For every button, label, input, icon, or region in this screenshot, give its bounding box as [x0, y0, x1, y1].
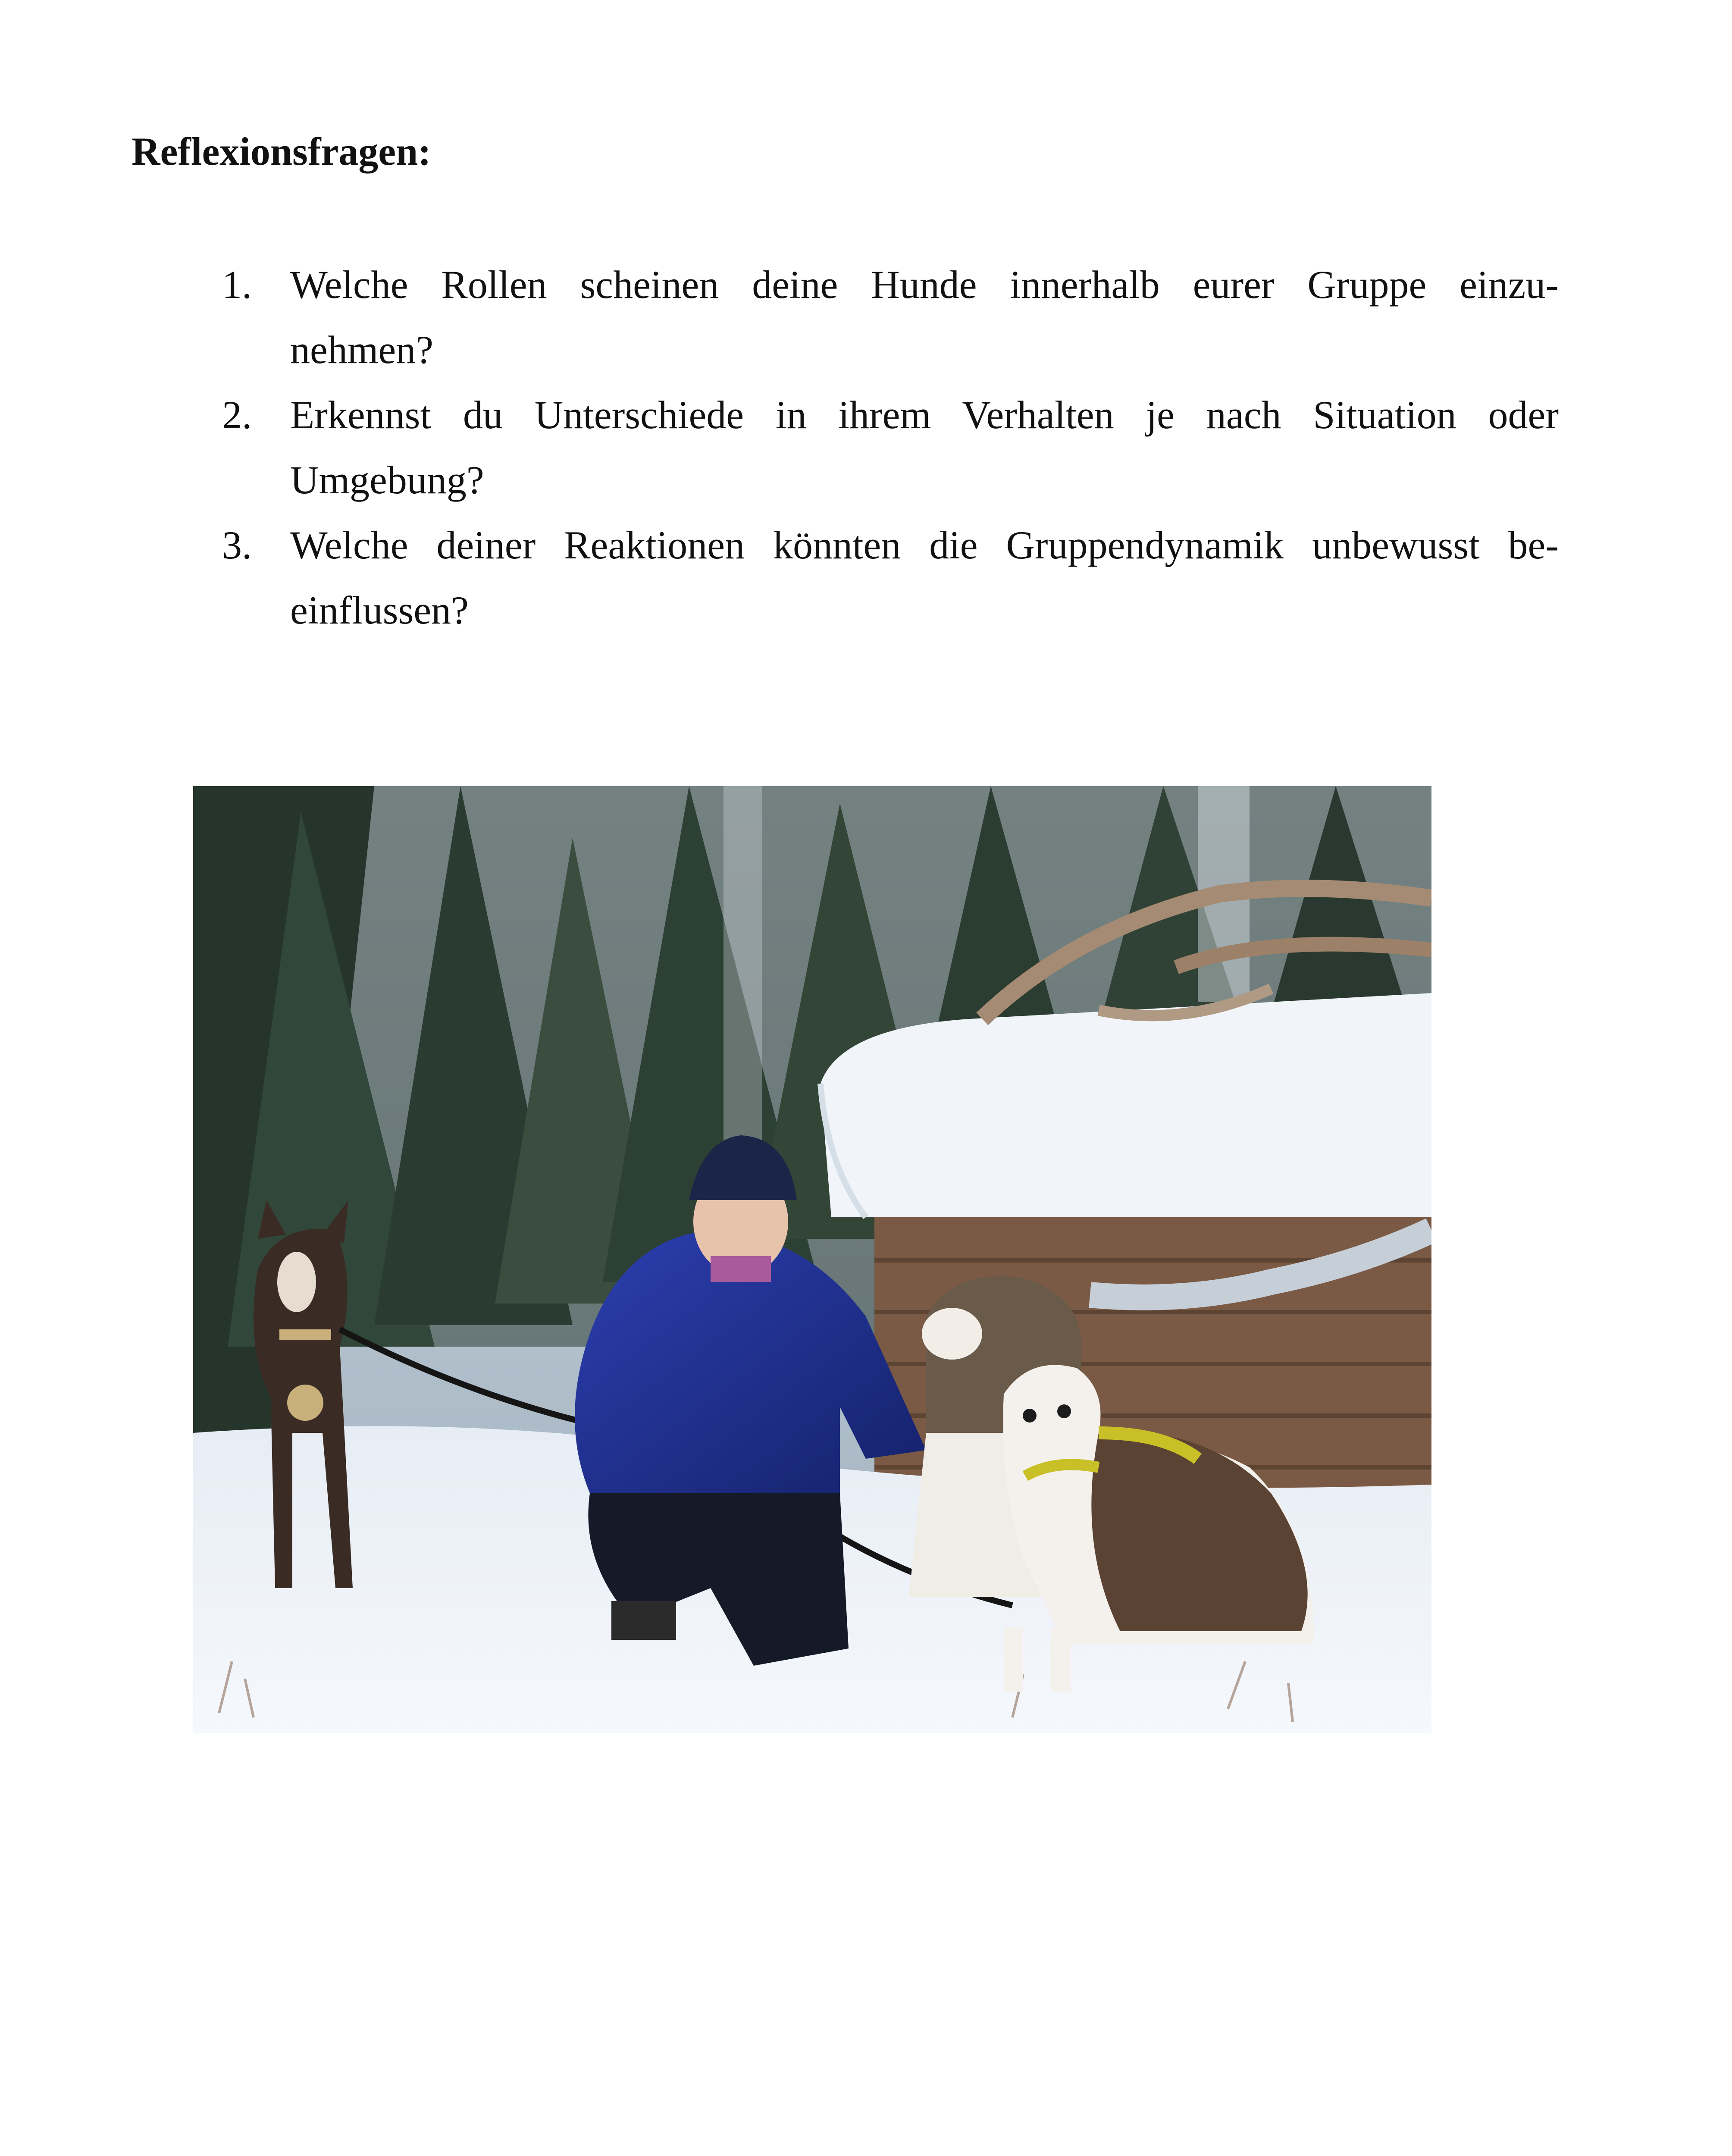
question-text-line: Erkennst du Unterschiede in ihrem Verhalten je nach Situation oder — [290, 393, 1559, 437]
question-text-line: nehmen? — [290, 328, 434, 372]
section-heading: Reflexionsfragen: — [132, 129, 431, 173]
photo-woman-with-dogs-in-snow — [193, 786, 1431, 1733]
question-number: 3. — [222, 523, 252, 567]
question-text-line: Welche Rollen scheinen deine Hunde innerhalb eurer Gruppe einzu- — [290, 263, 1559, 307]
question-text-line: Welche deiner Reaktionen könnten die Gruppendynamik unbewusst be- — [290, 523, 1559, 567]
question-text-line: einflussen? — [290, 588, 469, 632]
reflection-question-list — [222, 252, 1559, 643]
question-item — [222, 252, 1559, 382]
question-number: 2. — [222, 393, 252, 437]
question-number: 1. — [222, 263, 252, 307]
question-text-line: Umgebung? — [290, 458, 484, 502]
question-item — [222, 382, 1559, 513]
question-item — [222, 513, 1559, 643]
